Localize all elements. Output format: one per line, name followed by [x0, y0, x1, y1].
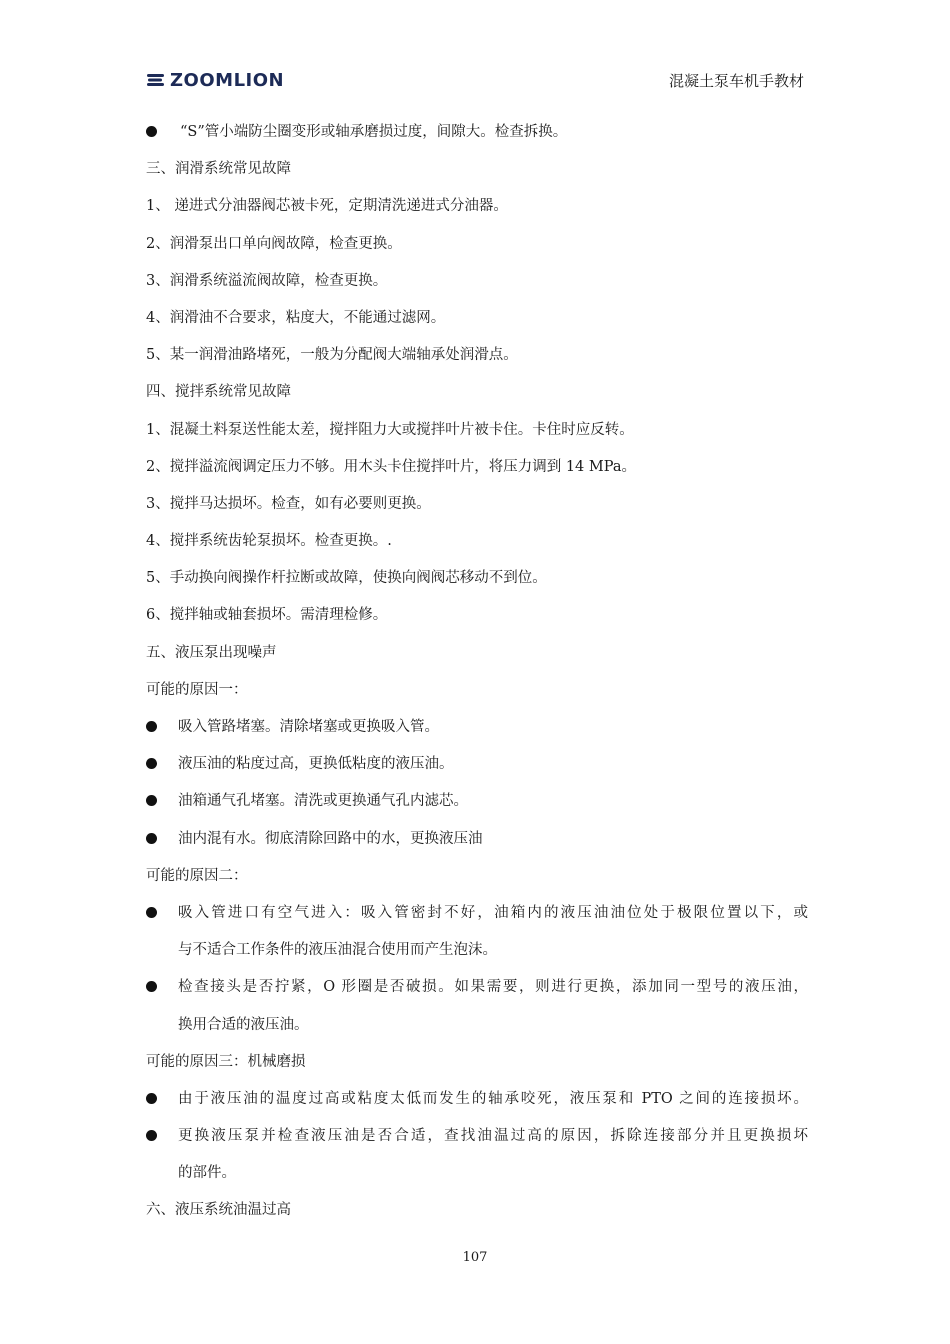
list-item: [146, 976, 808, 1035]
paragraph: 3、搅拌马达损坏。检查，如有必要则更换。: [146, 495, 431, 512]
bullet-text-continuation: 换用合适的液压油。: [178, 1016, 309, 1033]
section-heading: 六、液压系统油温过高: [146, 1202, 291, 1219]
bullet-text: 吸入管进口有空气进入：吸入管密封不好，油箱内的液压油油位处于极限位置以下，或: [178, 904, 808, 921]
subheading: 可能的原因一：: [146, 681, 248, 698]
list-item: [146, 716, 808, 738]
paragraph: 1、 递进式分油器阀芯被卡死，定期清洗递进式分油器。: [146, 198, 508, 215]
bullet-icon: [146, 758, 157, 769]
section-heading: 四、搅拌系统常见故障: [146, 384, 291, 401]
page-header: [146, 64, 804, 94]
bullet-text: 油箱通气孔堵塞。清洗或更换通气孔内滤芯。: [178, 793, 468, 810]
list-item: [146, 790, 808, 812]
bullet-icon: [146, 795, 157, 806]
list-item: [146, 828, 808, 850]
zoomlion-logo-icon: [146, 73, 166, 87]
paragraph: 3、润滑系统溢流阀故障，检查更换。: [146, 272, 388, 289]
zoomlion-logo: [146, 69, 284, 91]
bullet-icon: [146, 833, 157, 844]
bullet-text-continuation: 的部件。: [178, 1165, 236, 1182]
document-title: 混凝土泵车机手教材: [668, 72, 804, 90]
bullet-text: 由于液压油的温度过高或粘度太低而发生的轴承咬死，液压泵和 PTO 之间的连接损坏。: [178, 1090, 808, 1107]
bullet-text: “S”管小端防尘圈变形或轴承磨损过度，间隙大。检查拆换。: [180, 124, 568, 140]
paragraph: 5、某一润滑油路堵死，一般为分配阀大端轴承处润滑点。: [146, 347, 518, 364]
bullet-text: 检查接头是否拧紧，O 形圈是否破损。如果需要，则进行更换，添加同一型号的液压油，: [178, 979, 808, 996]
logo-text: ZOOMLION: [170, 69, 285, 91]
bullet-text-continuation: 与不适合工作条件的液压油混合使用而产生泡沫。: [178, 942, 497, 959]
paragraph: 2、搅拌溢流阀调定压力不够。用木头卡住搅拌叶片，将压力调到 14 MPa。: [146, 458, 636, 475]
list-item: [146, 753, 808, 775]
bullet-icon: [146, 907, 157, 918]
bullet-icon: [146, 1130, 157, 1141]
bullet-icon: [146, 981, 157, 992]
bullet-text: 更换液压泵并检查液压油是否合适，查找油温过高的原因，拆除连接部分并且更换损坏: [178, 1128, 808, 1145]
paragraph: 4、搅拌系统齿轮泵损坏。检查更换。.: [146, 533, 392, 550]
section-heading: 五、液压泵出现噪声: [146, 644, 277, 661]
paragraph: 6、搅拌轴或轴套损坏。需清理检修。: [146, 607, 388, 624]
list-item: [146, 121, 808, 143]
section-heading: 三、润滑系统常见故障: [146, 161, 291, 178]
subheading: 可能的原因三：机械磨损: [146, 1053, 306, 1070]
page-number: 107: [462, 1250, 488, 1265]
paragraph: 5、手动换向阀操作杆拉断或故障，使换向阀阀芯移动不到位。: [146, 570, 547, 587]
bullet-icon: [146, 1093, 157, 1104]
list-item: [146, 1088, 808, 1110]
bullet-text: 液压油的粘度过高，更换低粘度的液压油。: [178, 756, 454, 773]
header-divider: [146, 97, 804, 98]
list-item: [146, 1125, 808, 1184]
bullet-text: 吸入管路堵塞。清除堵塞或更换吸入管。: [178, 719, 439, 735]
bullet-icon: [146, 126, 157, 137]
page-content: [146, 121, 808, 1237]
bullet-text: 油内混有水。彻底清除回路中的水，更换液压油: [178, 830, 483, 847]
bullet-icon: [146, 721, 157, 732]
paragraph: 4、润滑油不合要求，粘度大，不能通过滤网。: [146, 309, 446, 326]
paragraph: 1、混凝土料泵送性能太差，搅拌阻力大或搅拌叶片被卡住。卡住时应反转。: [146, 421, 634, 438]
subheading: 可能的原因二：: [146, 867, 248, 884]
paragraph: 2、润滑泵出口单向阀故障，检查更换。: [146, 235, 402, 252]
list-item: [146, 902, 808, 961]
